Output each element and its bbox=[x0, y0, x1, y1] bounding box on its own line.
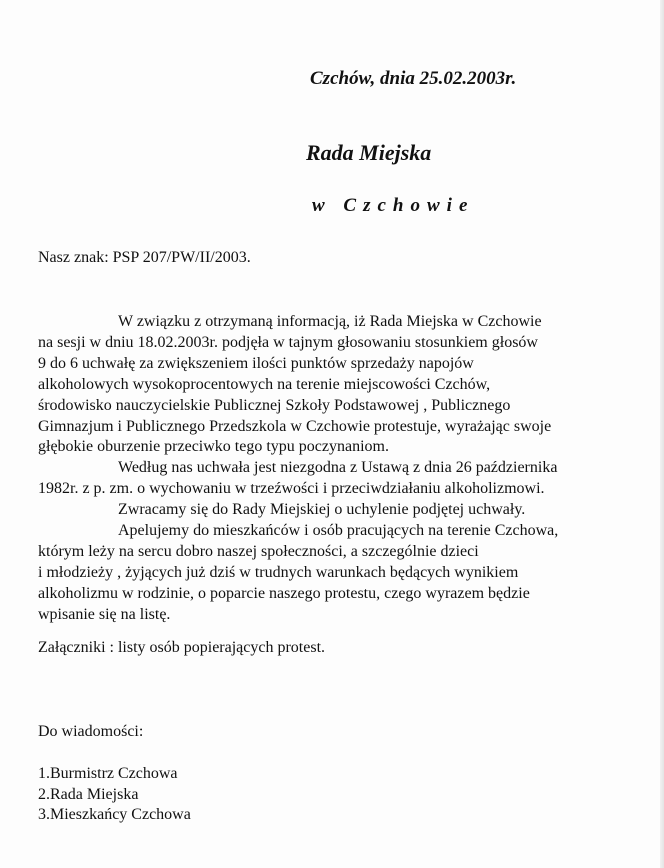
body-line: 9 do 6 uchwałę za zwiększeniem ilości punktów sprzedaży napojów bbox=[38, 354, 474, 372]
body-line: którym leży na sercu dobro naszej społeczności, a szczególnie dzieci bbox=[38, 542, 479, 560]
body-line: alkoholizmu w rodzinie, o poparcie naszego protestu, czego wyrazem będzie bbox=[38, 584, 530, 602]
cc-item: 3.Mieszkańcy Czchowa bbox=[38, 806, 191, 823]
body-line: alkoholowych wysokoprocentowych na terenie miejscowości Czchów, bbox=[38, 375, 491, 393]
body-line: Gimnazjum i Publicznego Przedszkola w Czchowie protestuje, wyrażając swoje bbox=[38, 417, 552, 435]
recipient-name: Rada Miejska bbox=[306, 140, 432, 165]
body-line: na sesji w dniu 18.02.2003r. podjęła w tajnym głosowaniu stosunkiem głosów bbox=[38, 333, 538, 351]
reference-number: Nasz znak: PSP 207/PW/II/2003. bbox=[38, 249, 251, 266]
body-line: Według nas uchwała jest niezgodna z Ustawą z dnia 26 października bbox=[118, 459, 558, 477]
body-line: głębokie oburzenie przeciwko tego typu poczynaniom. bbox=[38, 438, 389, 456]
body-line: 1982r. z p. zm. o wychowaniu w trzeźwości i przeciwdziałaniu alkoholizmowi. bbox=[38, 480, 545, 498]
cc-item: 1.Burmistrz Czchowa bbox=[38, 765, 178, 782]
body-line: środowisko nauczycielskie Publicznej Szkoły Podstawowej , Publicznego bbox=[38, 396, 511, 414]
cc-heading: Do wiadomości: bbox=[38, 723, 144, 740]
recipient-place: w Czchowie bbox=[312, 195, 475, 216]
body-line: i młodzieży , żyjących już dziś w trudnych warunkach będących wynikiem bbox=[38, 563, 519, 581]
body-line: wpisanie się na listę. bbox=[38, 605, 171, 623]
cc-item: 2.Rada Miejska bbox=[38, 785, 139, 803]
attachments-note: Załączniki : listy osób popierających protest. bbox=[38, 639, 326, 656]
scan-edge bbox=[660, 0, 664, 868]
body-line: W związku z otrzymaną informacją, iż Rada Miejska w Czchowie bbox=[118, 313, 542, 330]
letter-body bbox=[38, 312, 638, 626]
body-line: Zwracamy się do Rady Miejskiej o uchylenie podjętej uchwały. bbox=[118, 501, 526, 519]
body-line: Apelujemy do mieszkańców i osób pracujących na terenie Czchowa, bbox=[118, 522, 559, 540]
date-line: Czchów, dnia 25.02.2003r. bbox=[310, 68, 517, 89]
cc-list bbox=[38, 764, 208, 826]
